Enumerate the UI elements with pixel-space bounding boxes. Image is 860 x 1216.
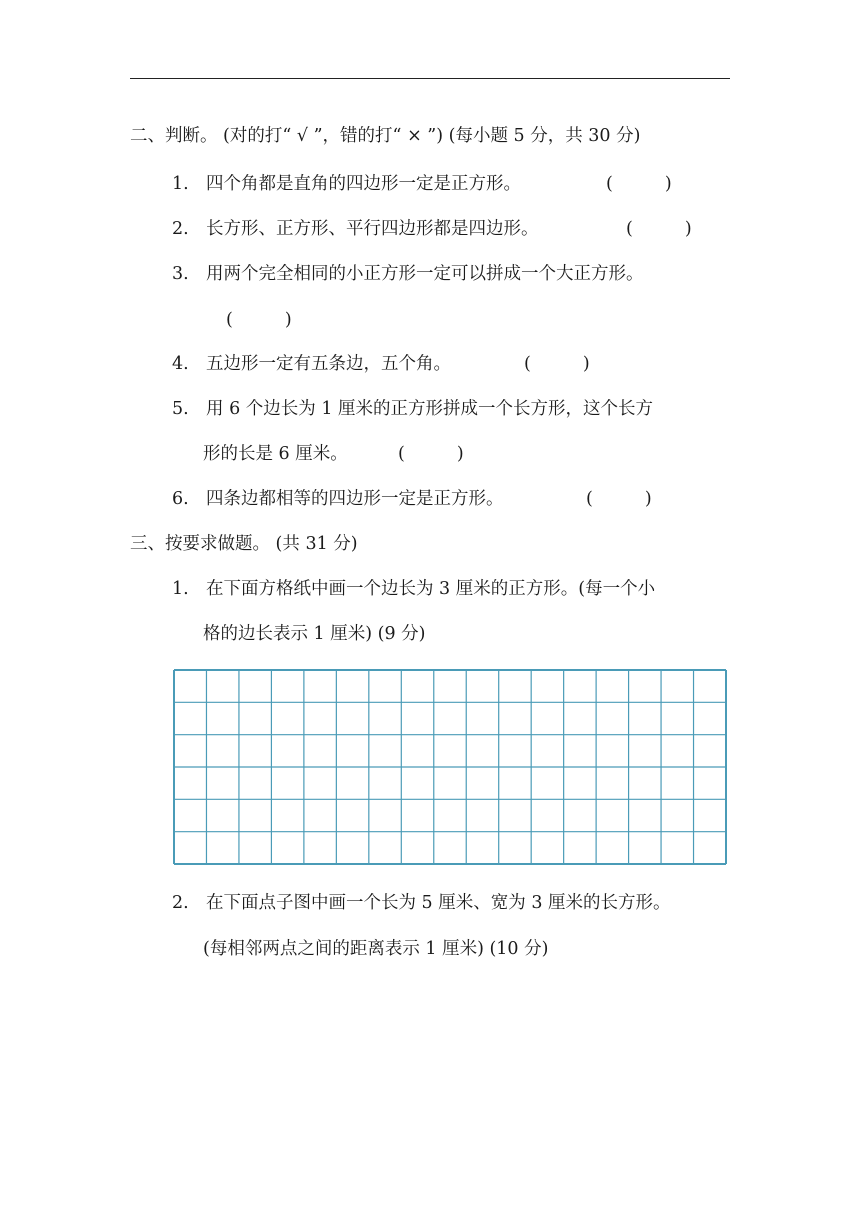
item-text: 四个角都是直角的四边形一定是正方形。 — [206, 174, 521, 194]
section3-heading: 三、按要求做题。 (共 31 分) — [130, 534, 358, 554]
answer-paren-6[interactable]: ( ) — [586, 489, 652, 509]
item-text: 五边形一定有五条边，五个角。 — [206, 354, 451, 374]
item-number: 2. — [172, 219, 189, 239]
item-number: 1. — [172, 579, 189, 599]
judge-item-1 — [172, 172, 521, 196]
answer-paren-5[interactable]: ( ) — [398, 444, 464, 464]
task-item-2-cont: (每相邻两点之间的距离表示 1 厘米) (10 分) — [203, 939, 549, 959]
judge-item-3 — [172, 262, 644, 286]
judge-item-5-cont: 形的长是 6 厘米。 — [203, 444, 348, 464]
item-number: 6. — [172, 489, 189, 509]
item-number: 3. — [172, 264, 189, 284]
square-grid[interactable] — [173, 669, 727, 865]
judge-item-2 — [172, 217, 539, 241]
top-rule — [130, 78, 730, 79]
task-item-1-cont: 格的边长表示 1 厘米) (9 分) — [203, 624, 426, 644]
judge-item-4 — [172, 352, 451, 376]
answer-paren-3[interactable]: ( ) — [226, 310, 292, 330]
item-number: 4. — [172, 354, 189, 374]
item-number: 1. — [172, 174, 189, 194]
item-text: 四条边都相等的四边形一定是正方形。 — [206, 489, 504, 509]
task-item-1 — [172, 577, 655, 601]
answer-paren-4[interactable]: ( ) — [524, 354, 590, 374]
judge-item-5 — [172, 397, 653, 421]
item-text: 在下面点子图中画一个长为 5 厘米、宽为 3 厘米的长方形。 — [206, 893, 671, 913]
item-number: 5. — [172, 399, 189, 419]
answer-paren-2[interactable]: ( ) — [626, 219, 692, 239]
answer-paren-1[interactable]: ( ) — [606, 174, 672, 194]
task-item-2 — [172, 891, 671, 915]
item-text: 用 6 个边长为 1 厘米的正方形拼成一个长方形，这个长方 — [206, 399, 654, 419]
item-text: 在下面方格纸中画一个边长为 3 厘米的正方形。(每一个小 — [206, 579, 656, 599]
item-text: 长方形、正方形、平行四边形都是四边形。 — [206, 219, 539, 239]
item-number: 2. — [172, 893, 189, 913]
section2-heading: 二、判断。 (对的打“ √ ”，错的打“ × ”) (每小题 5 分，共 30 分) — [130, 126, 641, 146]
item-text: 用两个完全相同的小正方形一定可以拼成一个大正方形。 — [206, 264, 644, 284]
judge-item-6 — [172, 487, 504, 511]
